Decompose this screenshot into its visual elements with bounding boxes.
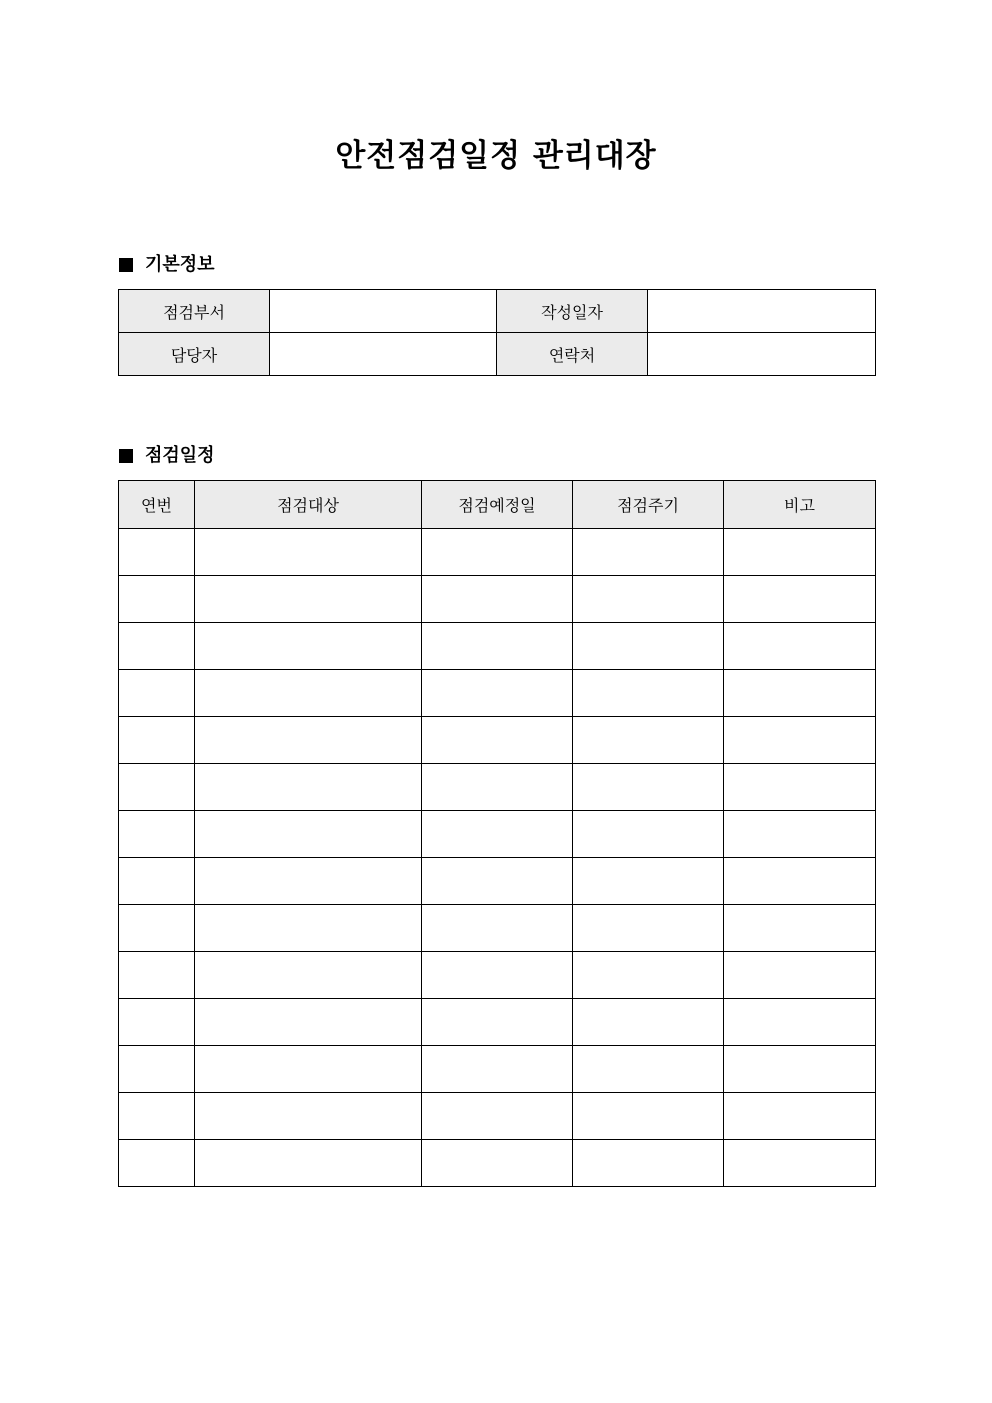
target-cell[interactable] [195,999,422,1046]
target-cell[interactable] [195,1140,422,1187]
table-row [119,858,876,905]
table-row [119,333,876,376]
remarks-cell[interactable] [724,811,876,858]
target-cell[interactable] [195,576,422,623]
document-title: 안전점검일정 관리대장 [335,138,657,174]
table-row [119,1140,876,1187]
cycle-cell[interactable] [573,623,724,670]
table-row [119,1093,876,1140]
schedule-table [118,480,876,1187]
no-cell[interactable] [119,1093,195,1140]
target-cell[interactable] [195,764,422,811]
no-cell[interactable] [119,1046,195,1093]
section-heading-label: 점검일정 [145,445,215,466]
scheduled-date-cell[interactable] [422,623,573,670]
target-cell[interactable] [195,717,422,764]
table-row [119,764,876,811]
scheduled-date-cell[interactable] [422,858,573,905]
cycle-cell[interactable] [573,811,724,858]
remarks-cell[interactable] [724,1046,876,1093]
column-header-cycle: 점검주기 [573,481,724,529]
no-cell[interactable] [119,1140,195,1187]
scheduled-date-cell[interactable] [422,952,573,999]
column-header-scheduled-date: 점검예정일 [422,481,573,529]
contact-field[interactable] [648,333,876,376]
date-label: 작성일자 [497,290,648,333]
cycle-cell[interactable] [573,1093,724,1140]
table-row [119,952,876,999]
no-cell[interactable] [119,529,195,576]
scheduled-date-cell[interactable] [422,999,573,1046]
target-cell[interactable] [195,1046,422,1093]
table-header-row [119,481,876,529]
section-heading-label: 기본정보 [145,254,215,275]
cycle-cell[interactable] [573,717,724,764]
remarks-cell[interactable] [724,858,876,905]
scheduled-date-cell[interactable] [422,1140,573,1187]
column-header-target: 점검대상 [195,481,422,529]
manager-field[interactable] [270,333,497,376]
remarks-cell[interactable] [724,1093,876,1140]
column-header-remarks: 비고 [724,481,876,529]
no-cell[interactable] [119,717,195,764]
scheduled-date-cell[interactable] [422,529,573,576]
square-bullet-icon [119,449,133,463]
table-row [119,905,876,952]
table-row [119,290,876,333]
no-cell[interactable] [119,811,195,858]
remarks-cell[interactable] [724,764,876,811]
remarks-cell[interactable] [724,717,876,764]
remarks-cell[interactable] [724,670,876,717]
target-cell[interactable] [195,811,422,858]
cycle-cell[interactable] [573,670,724,717]
target-cell[interactable] [195,858,422,905]
schedule-table-body [119,529,876,1187]
cycle-cell[interactable] [573,952,724,999]
no-cell[interactable] [119,858,195,905]
manager-label: 담당자 [119,333,270,376]
scheduled-date-cell[interactable] [422,670,573,717]
remarks-cell[interactable] [724,623,876,670]
no-cell[interactable] [119,905,195,952]
remarks-cell[interactable] [724,1140,876,1187]
no-cell[interactable] [119,670,195,717]
cycle-cell[interactable] [573,1046,724,1093]
cycle-cell[interactable] [573,999,724,1046]
target-cell[interactable] [195,670,422,717]
scheduled-date-cell[interactable] [422,717,573,764]
table-row [119,717,876,764]
table-row [119,999,876,1046]
section-heading-basic-info [119,253,215,277]
table-row [119,623,876,670]
table-row [119,1046,876,1093]
target-cell[interactable] [195,529,422,576]
target-cell[interactable] [195,905,422,952]
no-cell[interactable] [119,576,195,623]
no-cell[interactable] [119,623,195,670]
cycle-cell[interactable] [573,905,724,952]
target-cell[interactable] [195,623,422,670]
no-cell[interactable] [119,952,195,999]
table-row [119,670,876,717]
remarks-cell[interactable] [724,999,876,1046]
section-heading-schedule [119,444,215,468]
square-bullet-icon [119,258,133,272]
target-cell[interactable] [195,1093,422,1140]
dept-label: 점검부서 [119,290,270,333]
remarks-cell[interactable] [724,576,876,623]
scheduled-date-cell[interactable] [422,1046,573,1093]
no-cell[interactable] [119,999,195,1046]
cycle-cell[interactable] [573,576,724,623]
scheduled-date-cell[interactable] [422,1093,573,1140]
remarks-cell[interactable] [724,529,876,576]
remarks-cell[interactable] [724,905,876,952]
basic-info-table [118,289,876,376]
table-row [119,811,876,858]
remarks-cell[interactable] [724,952,876,999]
scheduled-date-cell[interactable] [422,576,573,623]
cycle-cell[interactable] [573,858,724,905]
no-cell[interactable] [119,764,195,811]
cycle-cell[interactable] [573,1140,724,1187]
scheduled-date-cell[interactable] [422,905,573,952]
dept-field[interactable] [270,290,497,333]
table-row [119,529,876,576]
table-row [119,576,876,623]
contact-label: 연락처 [497,333,648,376]
column-header-no: 연번 [119,481,195,529]
cycle-cell[interactable] [573,764,724,811]
date-field[interactable] [648,290,876,333]
cycle-cell[interactable] [573,529,724,576]
target-cell[interactable] [195,952,422,999]
scheduled-date-cell[interactable] [422,811,573,858]
scheduled-date-cell[interactable] [422,764,573,811]
